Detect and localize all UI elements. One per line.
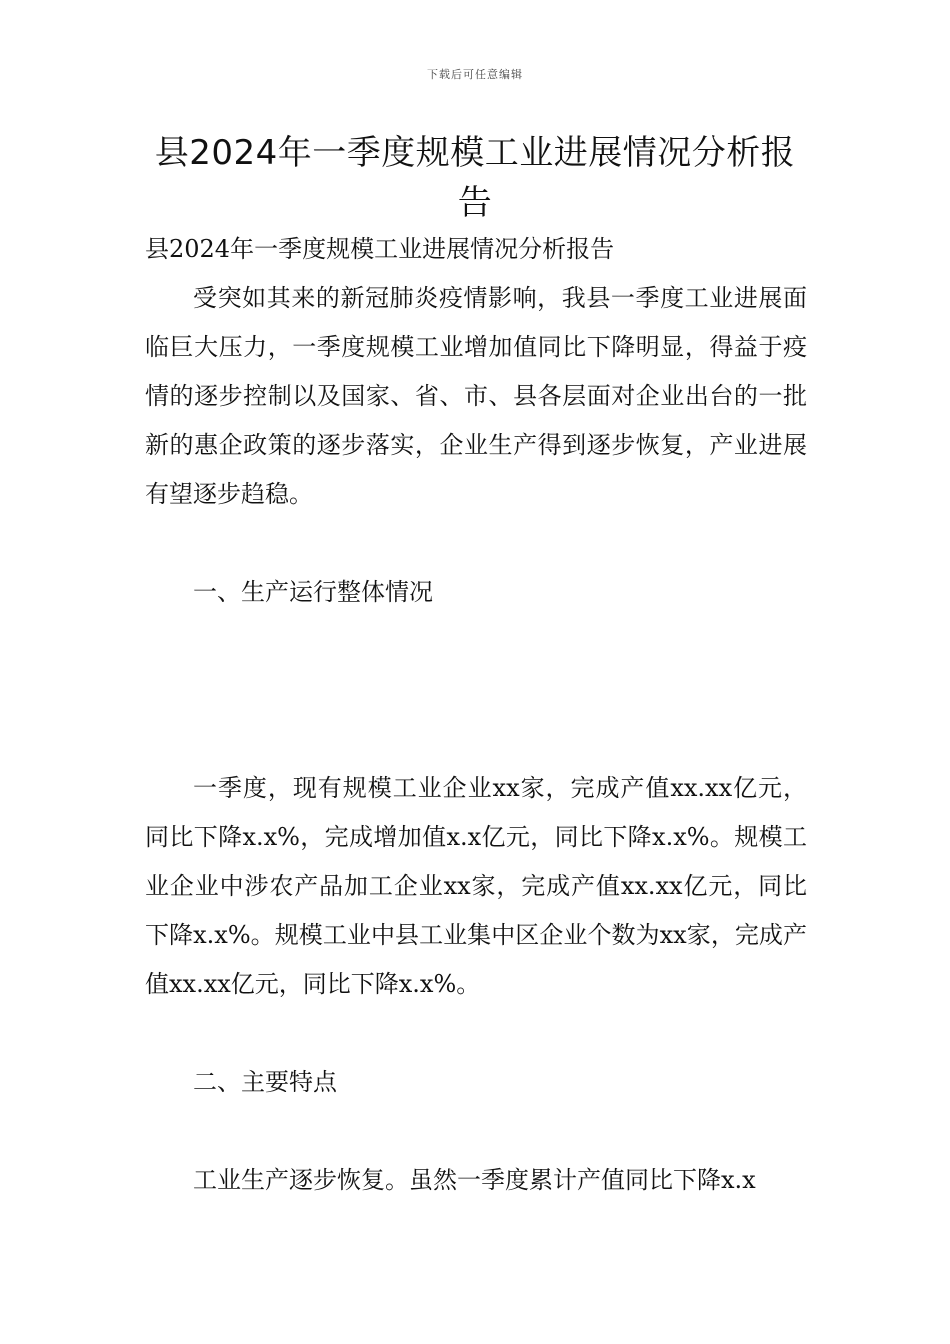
- document-title: 县2024年一季度规模工业进展情况分析报告: [154, 133, 796, 223]
- intro-paragraph: 受突如其来的新冠肺炎疫情影响，我县一季度工业进展面临巨大压力，一季度规模工业增加值同比下降明显，得益于疫情的逐步控制以及国家、省、市、县各层面对企业出台的一批新的惠企政策的逐步落实，企业生产得到逐步恢复，产业进展有望逐步趋稳。: [145, 284, 807, 508]
- section-1-paragraph: 一季度，现有规模工业企业xx家，完成产值xx.xx亿元，同比下降x.x%，完成增加值x.x亿元，同比下降x.x%。规模工业企业中涉农产品加工企业xx家，完成产值xx.xx亿元，同比下降x.x%。规模工业中县工业集中区企业个数为xx家，完成产值xx.xx亿元，同比下降x.x%。: [145, 774, 807, 998]
- section-1-heading: 一、生产运行整体情况: [193, 578, 433, 606]
- section-2-heading: 二、主要特点: [193, 1068, 337, 1096]
- section-2-paragraph: 工业生产逐步恢复。虽然一季度累计产值同比下降x.x: [193, 1166, 756, 1194]
- document-subtitle: 县2024年一季度规模工业进展情况分析报告: [145, 235, 615, 263]
- header-note: 下载后可任意编辑: [427, 68, 523, 81]
- document-body: [145, 225, 807, 1205]
